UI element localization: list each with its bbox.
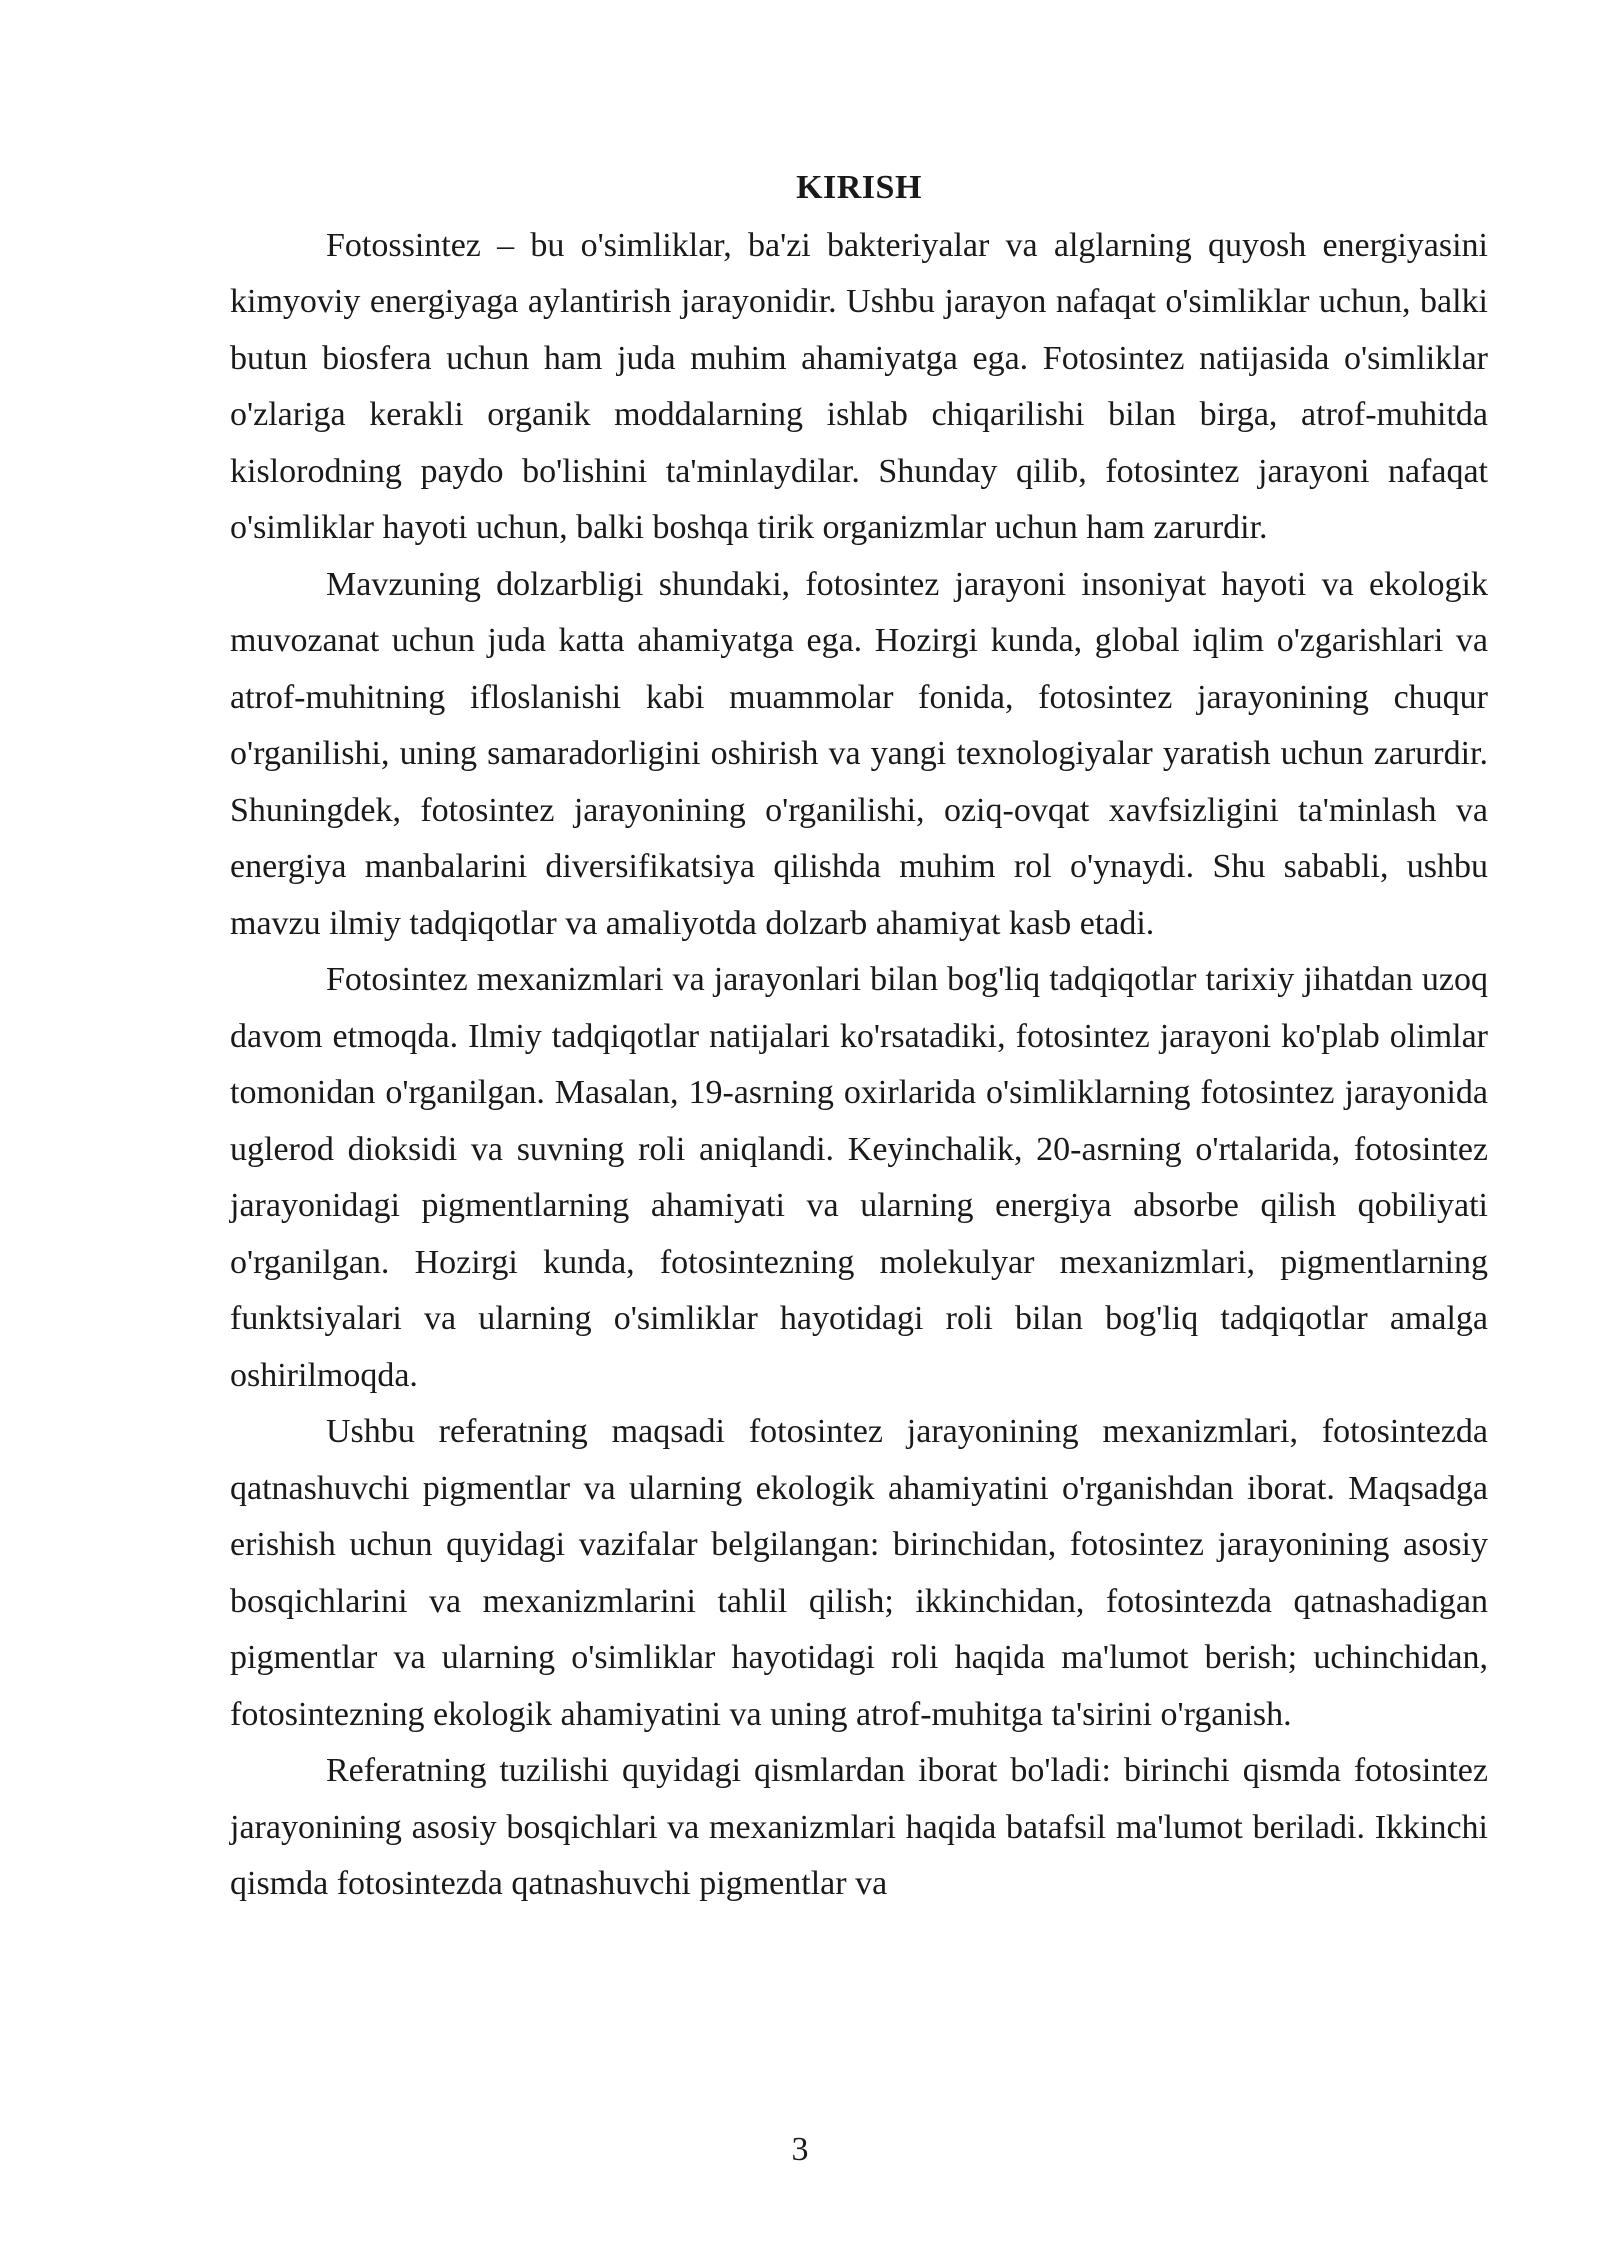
paragraph-goals: Ushbu referatning maqsadi fotosintez jarayonining mexanizmlari, fotosintezda qatnashuvchi pigmentlar va ularning ekologik ahamiyatini o'rganishdan iborat. Maqsadga erishish uchun quyidagi vazifalar belgilangan: birinchidan, fotosintez jarayonining asosiy bosqichlarini va mexanizmlarini tahlil qilish; ikkinchidan, fotosintezda qatnashadigan pigmentlar va ularning o'simliklar hayotidagi roli haqida ma'lumot berish; uchinchidan, fotosintezning ekologik ahamiyatini va uning atrof-muhitga ta'sirini o'rganish. xyxy=(230,1413,1488,1733)
paragraph-introduction: Fotossintez – bu o'simliklar, ba'zi bakteriyalar va alglarning quyosh energiyasini kimyoviy energiyaga aylantirish jarayonidir. Ushbu jarayon nafaqat o'simliklar uchun, balki butun biosfera uchun ham juda muhim ahamiyatga ega. Fotosintez natijasida o'simliklar o'zlariga kerakli organik moddalarning ishlab chiqarilishi bilan birga, atrof-muhitda kislorodning paydo bo'lishini ta'minlaydilar. Shunday qilib, fotosintez jarayoni nafaqat o'simliklar hayoti uchun, balki boshqa tirik organizmlar uchun ham zarurdir. xyxy=(230,226,1488,546)
paragraph-research-history: Fotosintez mexanizmlari va jarayonlari bilan bog'liq tadqiqotlar tarixiy jihatdan uzoq davom etmoqda. Ilmiy tadqiqotlar natijalari ko'rsatadiki, fotosintez jarayoni ko'plab olimlar tomonidan o'rganilgan. Masalan, 19-asrning oxirlarida o'simliklarning fotosintez jarayonida uglerod dioksidi va suvning roli aniqlandi. Keyinchalik, 20-asrning o'rtalarida, fotosintez jarayonidagi pigmentlarning ahamiyati va ularning energiya absorbe qilish qobiliyati o'rganilgan. Hozirgi kunda, fotosintezning molekulyar mexanizmlari, pigmentlarning funktsiyalari va ularning o'simliklar hayotidagi roli bilan bog'liq tadqiqotlar amalga oshirilmoqda. xyxy=(230,961,1488,1394)
paragraph-structure: Referatning tuzilishi quyidagi qismlardan iborat bo'ladi: birinchi qismda fotosintez jarayonining asosiy bosqichlari va mexanizmlari haqida batafsil ma'lumot beriladi. Ikkinchi qismda fotosintezda qatnashuvchi pigmentlar va xyxy=(230,1752,1488,1902)
paragraph-relevance: Mavzuning dolzarbligi shundaki, fotosintez jarayoni insoniyat hayoti va ekologik muvozanat uchun juda katta ahamiyatga ega. Hozirgi kunda, global iqlim o'zgarishlari va atrof-muhitning ifloslanishi kabi muammolar fonida, fotosintez jarayonining chuqur o'rganilishi, uning samaradorligini oshirish va yangi texnologiyalar yaratish uchun zarurdir. Shuningdek, fotosintez jarayonining o'rganilishi, oziq-ovqat xavfsizligini ta'minlash va energiya manbalarini diversifikatsiya qilishda muhim rol o'ynaydi. Shu sababli, ushbu mavzu ilmiy tadqiqotlar va amaliyotda dolzarb ahamiyat kasb etadi. xyxy=(230,565,1488,942)
page-number: 3 xyxy=(791,2131,809,2168)
document-body xyxy=(230,160,1488,1913)
page-title: KIRISH xyxy=(796,169,922,206)
